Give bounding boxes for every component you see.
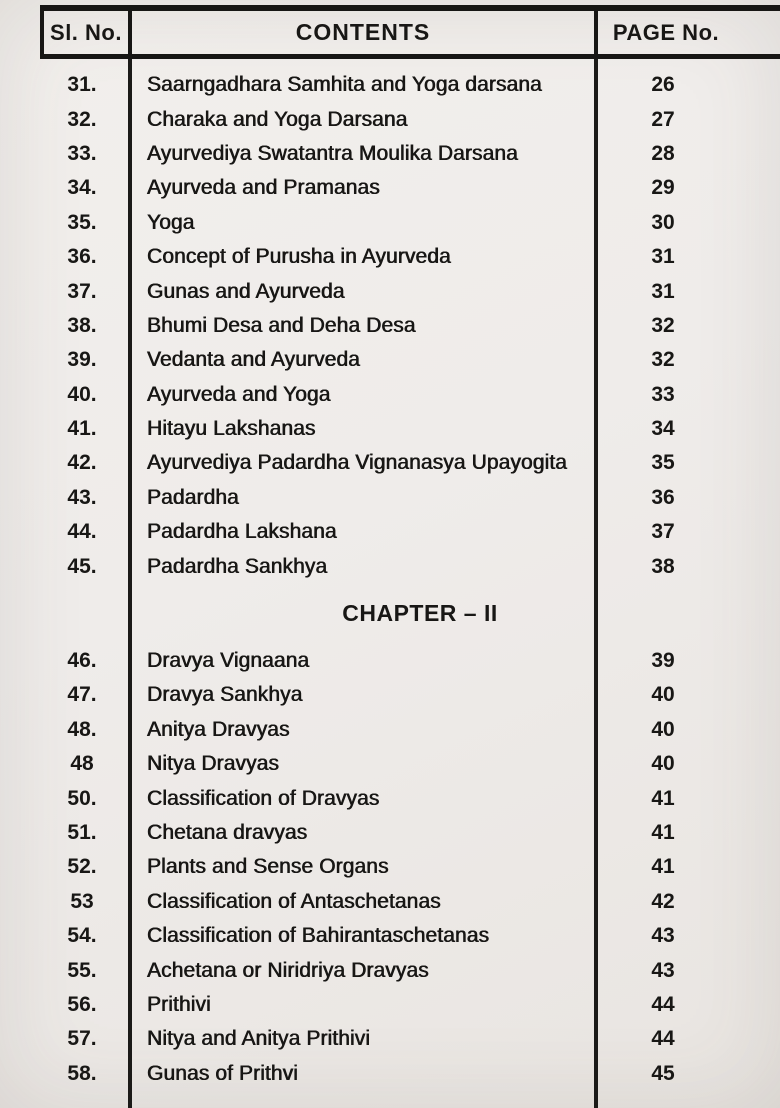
content-title: Ayurveda and Pramanas (147, 176, 380, 200)
content-title: Prithivi (147, 992, 211, 1016)
content-title: Bhumi Desa and Deha Desa (147, 313, 416, 337)
page-number: 45 (651, 1061, 675, 1085)
table-row (0, 816, 780, 850)
table-row (0, 68, 780, 102)
serial-number: 41. (67, 417, 97, 441)
serial-number: 32. (67, 107, 97, 131)
content-title: Classification of Bahirantaschetanas (147, 924, 490, 948)
serial-number: 51. (67, 821, 97, 844)
content-title: Chetana dravyas (147, 821, 308, 844)
page-number: 39 (651, 649, 675, 673)
page-number: 32 (651, 348, 675, 372)
table-row (0, 678, 780, 712)
table-row (0, 446, 780, 480)
table-row (0, 781, 780, 815)
page-number: 27 (651, 107, 675, 131)
table-header-row (40, 5, 780, 59)
serial-number: 37. (67, 279, 97, 303)
page-number: 31 (651, 279, 675, 303)
page-number: 32 (651, 313, 675, 337)
serial-number: 54. (67, 924, 97, 948)
serial-number: 52. (67, 855, 97, 879)
serial-number: 55. (67, 958, 97, 982)
table-row (0, 1057, 780, 1091)
content-title: Ayurveda and Yoga (147, 382, 331, 406)
content-title: Saarngadhara Samhita and Yoga darsana (147, 73, 542, 97)
serial-number: 39. (67, 348, 97, 372)
page-number: 44 (651, 992, 675, 1016)
table-row (0, 549, 780, 583)
content-title: Yoga (147, 210, 195, 234)
page-number: 26 (651, 73, 675, 97)
content-title: Anitya Dravyas (147, 717, 290, 741)
page-number: 41 (651, 786, 675, 810)
content-title: Ayurvediya Swatantra Moulika Darsana (147, 141, 518, 165)
page-number: 44 (651, 1027, 675, 1051)
content-title: Classification of Antaschetanas (147, 889, 441, 913)
table-row (0, 137, 780, 171)
page-number: 33 (651, 382, 675, 406)
serial-number: 47. (67, 683, 97, 707)
header-contents: CONTENTS (295, 19, 431, 45)
header-page-no: PAGE No. (612, 19, 720, 45)
column-divider-line (594, 59, 598, 1108)
serial-number: 48. (67, 717, 97, 741)
page-number: 38 (651, 554, 675, 578)
table-row (0, 240, 780, 274)
content-title: Padardha Sankhya (147, 554, 328, 578)
page-number: 29 (651, 176, 675, 200)
serial-number: 45. (67, 554, 97, 578)
table-row (0, 171, 780, 205)
table-row (0, 378, 780, 412)
page-number: 40 (651, 683, 675, 707)
content-title: Nitya Dravyas (147, 752, 279, 776)
serial-number: 53 (70, 889, 94, 913)
serial-number: 42. (67, 451, 97, 475)
table-row (0, 206, 780, 240)
content-title: Ayurvediya Padardha Vignanasya Upayogita (147, 451, 568, 475)
table-row (0, 343, 780, 377)
table-body (0, 59, 780, 1108)
page-number: 31 (651, 245, 675, 269)
table-row (0, 515, 780, 549)
content-title: Achetana or Niridriya Dravyas (147, 958, 429, 982)
content-title: Classification of Dravyas (147, 786, 380, 810)
content-title: Padardha Lakshana (147, 520, 337, 544)
serial-number: 38. (67, 313, 97, 337)
page-number: 41 (651, 855, 675, 879)
table-row (0, 412, 780, 446)
serial-number: 56. (67, 992, 97, 1016)
table-row (0, 102, 780, 136)
table-row (0, 953, 780, 987)
page-number: 37 (651, 520, 675, 544)
table-row (0, 988, 780, 1022)
table-row (0, 644, 780, 678)
content-title: Hitayu Lakshanas (147, 417, 316, 441)
serial-number: 34. (67, 176, 97, 200)
serial-number: 50. (67, 786, 97, 810)
page-number: 41 (651, 821, 675, 844)
column-divider-line (128, 59, 132, 1108)
content-title: Concept of Purusha in Ayurveda (147, 245, 451, 269)
table-row (0, 481, 780, 515)
page-number: 36 (651, 485, 675, 509)
serial-number: 46. (67, 649, 97, 673)
content-title: Gunas and Ayurveda (147, 279, 345, 303)
content-title: Gunas of Prithvi (147, 1061, 298, 1085)
serial-number: 31. (67, 73, 97, 97)
serial-number: 33. (67, 141, 97, 165)
serial-number: 36. (67, 245, 97, 269)
header-sl-no: Sl. No. (50, 19, 122, 45)
table-row (0, 713, 780, 747)
serial-number: 48 (70, 752, 94, 776)
content-title: Padardha (147, 485, 239, 509)
serial-number: 58. (67, 1061, 97, 1085)
table-row (0, 1022, 780, 1056)
content-title: Vedanta and Ayurveda (147, 348, 360, 372)
page-number: 28 (651, 141, 675, 165)
toc-rows (0, 59, 780, 1091)
serial-number: 40. (67, 382, 97, 406)
content-title: Plants and Sense Organs (147, 855, 389, 879)
serial-number: 35. (67, 210, 97, 234)
table-row (0, 274, 780, 308)
serial-number: 43. (67, 485, 97, 509)
table-row (0, 747, 780, 781)
chapter-heading: CHAPTER – II (342, 600, 498, 627)
page-number: 42 (651, 889, 675, 913)
table-row (0, 850, 780, 884)
page-number: 43 (651, 958, 675, 982)
page-number: 43 (651, 924, 675, 948)
page-number: 35 (651, 451, 675, 475)
content-title: Nitya and Anitya Prithivi (147, 1027, 371, 1051)
table-row (0, 885, 780, 919)
table-row (0, 309, 780, 343)
content-title: Dravya Sankhya (147, 683, 303, 707)
table-row (0, 919, 780, 953)
page-number: 40 (651, 717, 675, 741)
page-number: 30 (651, 210, 675, 234)
content-title: Dravya Vignaana (147, 649, 310, 673)
serial-number: 44. (67, 520, 97, 544)
serial-number: 57. (67, 1027, 97, 1051)
page-number: 40 (651, 752, 675, 776)
content-title: Charaka and Yoga Darsana (147, 107, 408, 131)
page-number: 34 (651, 417, 675, 441)
